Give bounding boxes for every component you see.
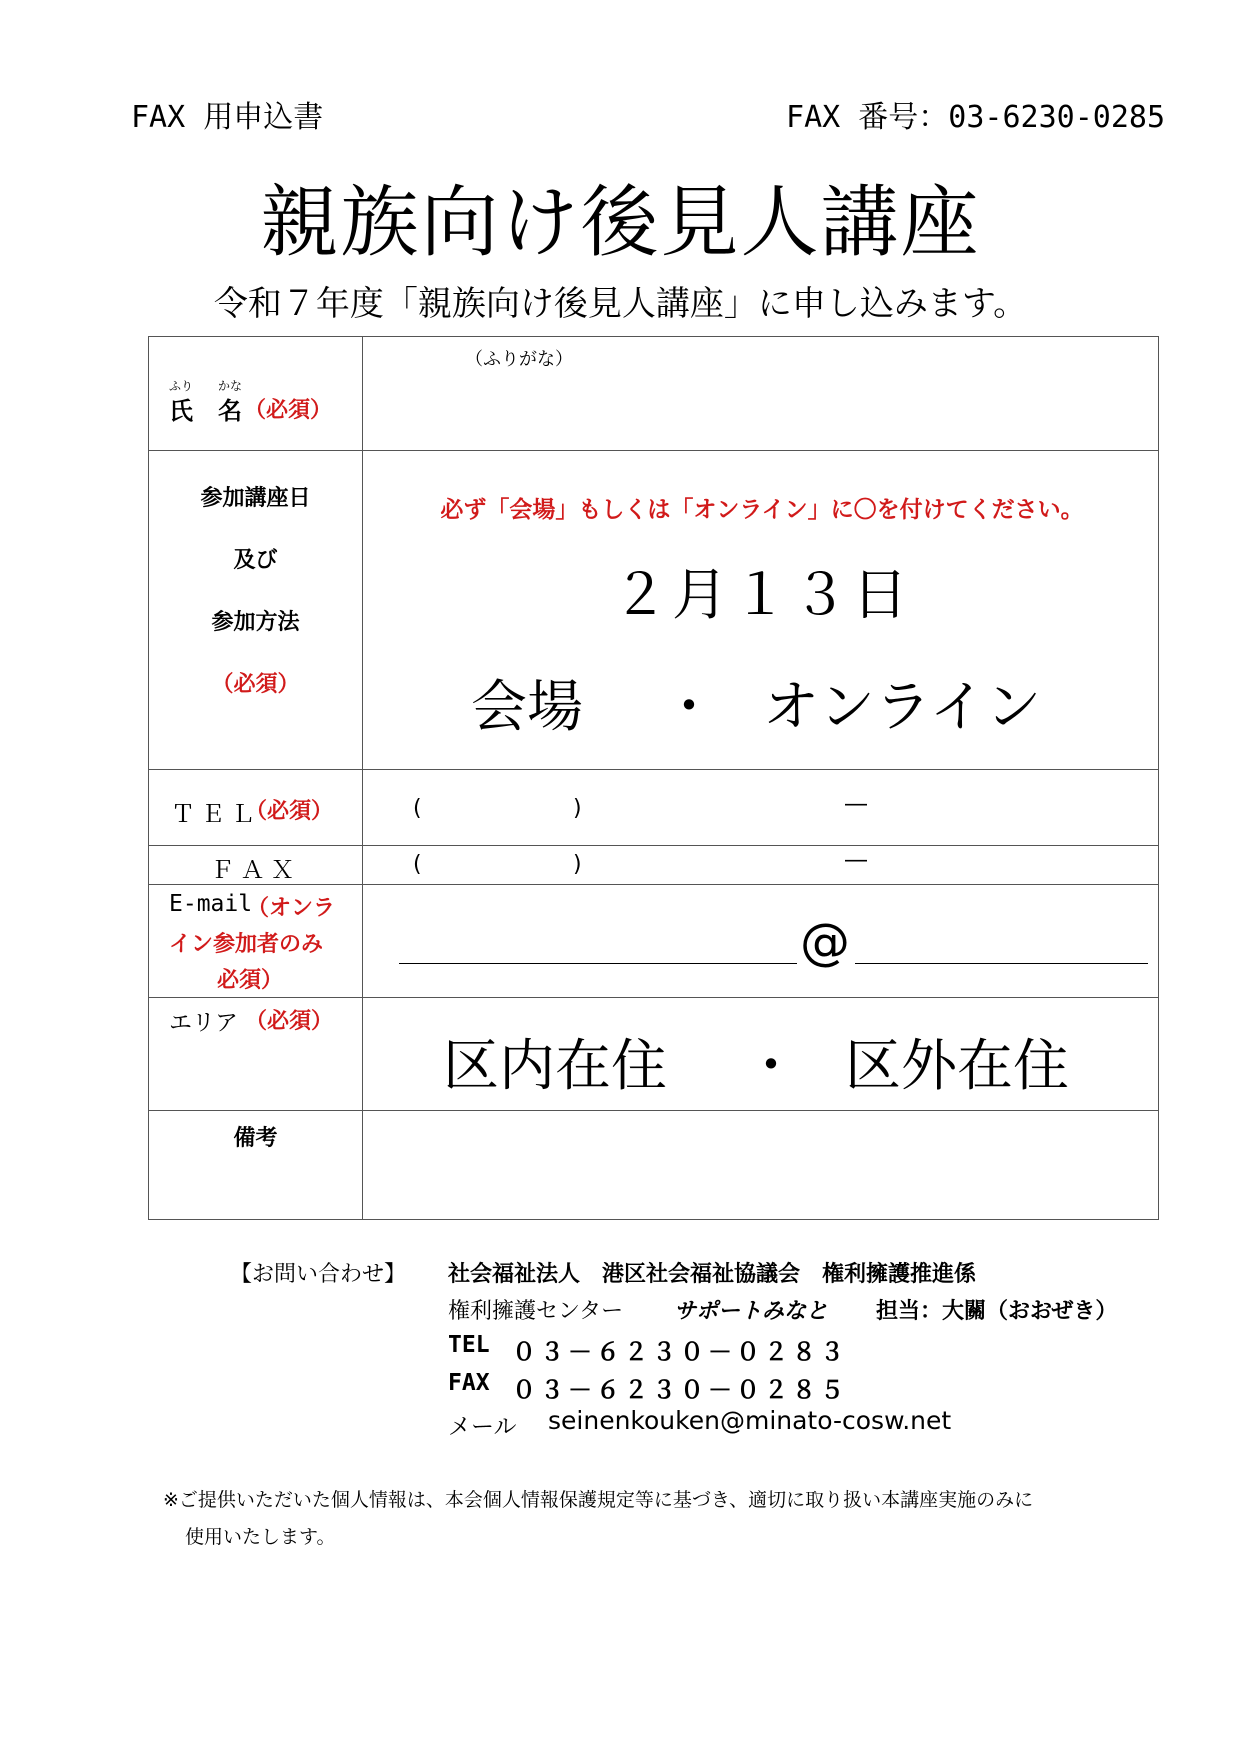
course-input-cell [363, 451, 1159, 770]
option-online[interactable]: オンライン [763, 675, 1042, 740]
area-required-mark: （必須） [245, 1009, 334, 1034]
fax-paren-open: ( [413, 852, 422, 877]
furigana-hint: （ふりがな） [465, 349, 573, 370]
area-row [149, 998, 1159, 1111]
area-input-cell [363, 998, 1159, 1111]
area-label-cell [149, 998, 363, 1111]
email-local-line [399, 963, 797, 964]
contact-fax: ０３－６２３０－０２８５ [512, 1376, 848, 1404]
course-label-line-1: 参加講座日 [200, 486, 311, 511]
course-row [149, 451, 1159, 770]
page-subtitle: 令和７年度「親族向け後見人講座」に申し込みます。 [213, 284, 1028, 324]
name-ruby-1: ふり [169, 379, 194, 393]
privacy-notice-line-2: 使用いたします。 [185, 1526, 336, 1548]
email-label-cell [149, 885, 363, 998]
contact-center: 権利擁護センター [448, 1299, 624, 1324]
course-instruction: 必ず「会場」もしくは「オンライン」に〇を付けてください。 [440, 497, 1084, 523]
fax-label-cell [149, 846, 363, 885]
tel-paren-open: ( [413, 796, 422, 821]
course-label-cell [149, 451, 363, 770]
area-separator: ・ [743, 1034, 799, 1099]
remarks-input-cell[interactable] [363, 1111, 1159, 1220]
course-date: ２月１３日 [612, 563, 912, 628]
fax-row [149, 846, 1159, 885]
area-label: エリア [169, 1010, 238, 1036]
email-required-3: 必須） [217, 968, 284, 993]
remarks-label-cell [149, 1111, 363, 1220]
tel-row [149, 770, 1159, 846]
contact-tel: ０３－６２３０－０２８３ [512, 1338, 848, 1366]
email-row [149, 885, 1159, 998]
email-required-2: イン参加者のみ [169, 932, 324, 957]
fax-dash: ― [845, 848, 867, 873]
course-required-mark: （必須） [211, 672, 300, 697]
remarks-row [149, 1111, 1159, 1220]
name-ruby-2: かな [218, 379, 243, 393]
name-row [149, 337, 1159, 451]
name-required-mark: （必須） [244, 398, 333, 423]
name-label-2: 名 [218, 397, 242, 425]
tel-label-cell [149, 770, 363, 846]
application-form-table [148, 336, 1159, 1220]
tel-dash: ― [845, 792, 867, 817]
name-label-1: 氏 [169, 397, 193, 425]
course-label-line-2: 及び [233, 548, 278, 573]
fax-paren-close: ) [573, 852, 582, 877]
name-label-cell [149, 337, 363, 451]
contact-staff: 担当：大關（おおぜき） [876, 1299, 1118, 1324]
fax-number-label: FAX 番号：03-6230-0285 [786, 100, 1165, 135]
tel-label: ＴＥＬ [171, 800, 261, 828]
contact-org: 社会福祉法人 港区社会福祉協議会 権利擁護推進係 [448, 1262, 977, 1287]
email-domain-line [855, 963, 1148, 964]
email-at-sign: @ [800, 913, 850, 971]
contact-fax-label: FAX [448, 1370, 490, 1396]
form-type-label: FAX 用申込書 [131, 100, 324, 135]
contact-heading: 【お問い合わせ】 [230, 1262, 407, 1287]
page-title: 親族向け後見人講座 [260, 178, 981, 268]
email-required-1: （オンラ [247, 896, 336, 921]
course-separator: ・ [661, 675, 717, 740]
contact-mail[interactable]: seinenkouken@minato-cosw.net [548, 1406, 952, 1435]
fax-label: ＦＡＸ [210, 856, 301, 884]
name-input-cell[interactable] [363, 337, 1159, 451]
course-label-line-3: 参加方法 [211, 610, 300, 635]
tel-input-cell[interactable] [363, 770, 1159, 846]
email-input-cell[interactable] [363, 885, 1159, 998]
contact-tel-label: TEL [448, 1332, 490, 1358]
tel-required-mark: （必須） [245, 799, 334, 824]
tel-paren-close: ) [573, 796, 582, 821]
contact-center-name: サポートみなと [674, 1299, 829, 1324]
option-inside-ward[interactable]: 区内在住 [443, 1034, 667, 1099]
option-venue[interactable]: 会場 [471, 675, 583, 740]
privacy-notice-line-1: ※ご提供いただいた個人情報は、本会個人情報保護規定等に基づき、適切に取り扱い本講座実施のみに [163, 1489, 1034, 1511]
fax-input-cell[interactable] [363, 846, 1159, 885]
remarks-label: 備考 [233, 1126, 278, 1151]
option-outside-ward[interactable]: 区外在住 [845, 1034, 1069, 1099]
contact-mail-label: メール [448, 1414, 517, 1440]
email-label: E-mail [169, 891, 253, 917]
